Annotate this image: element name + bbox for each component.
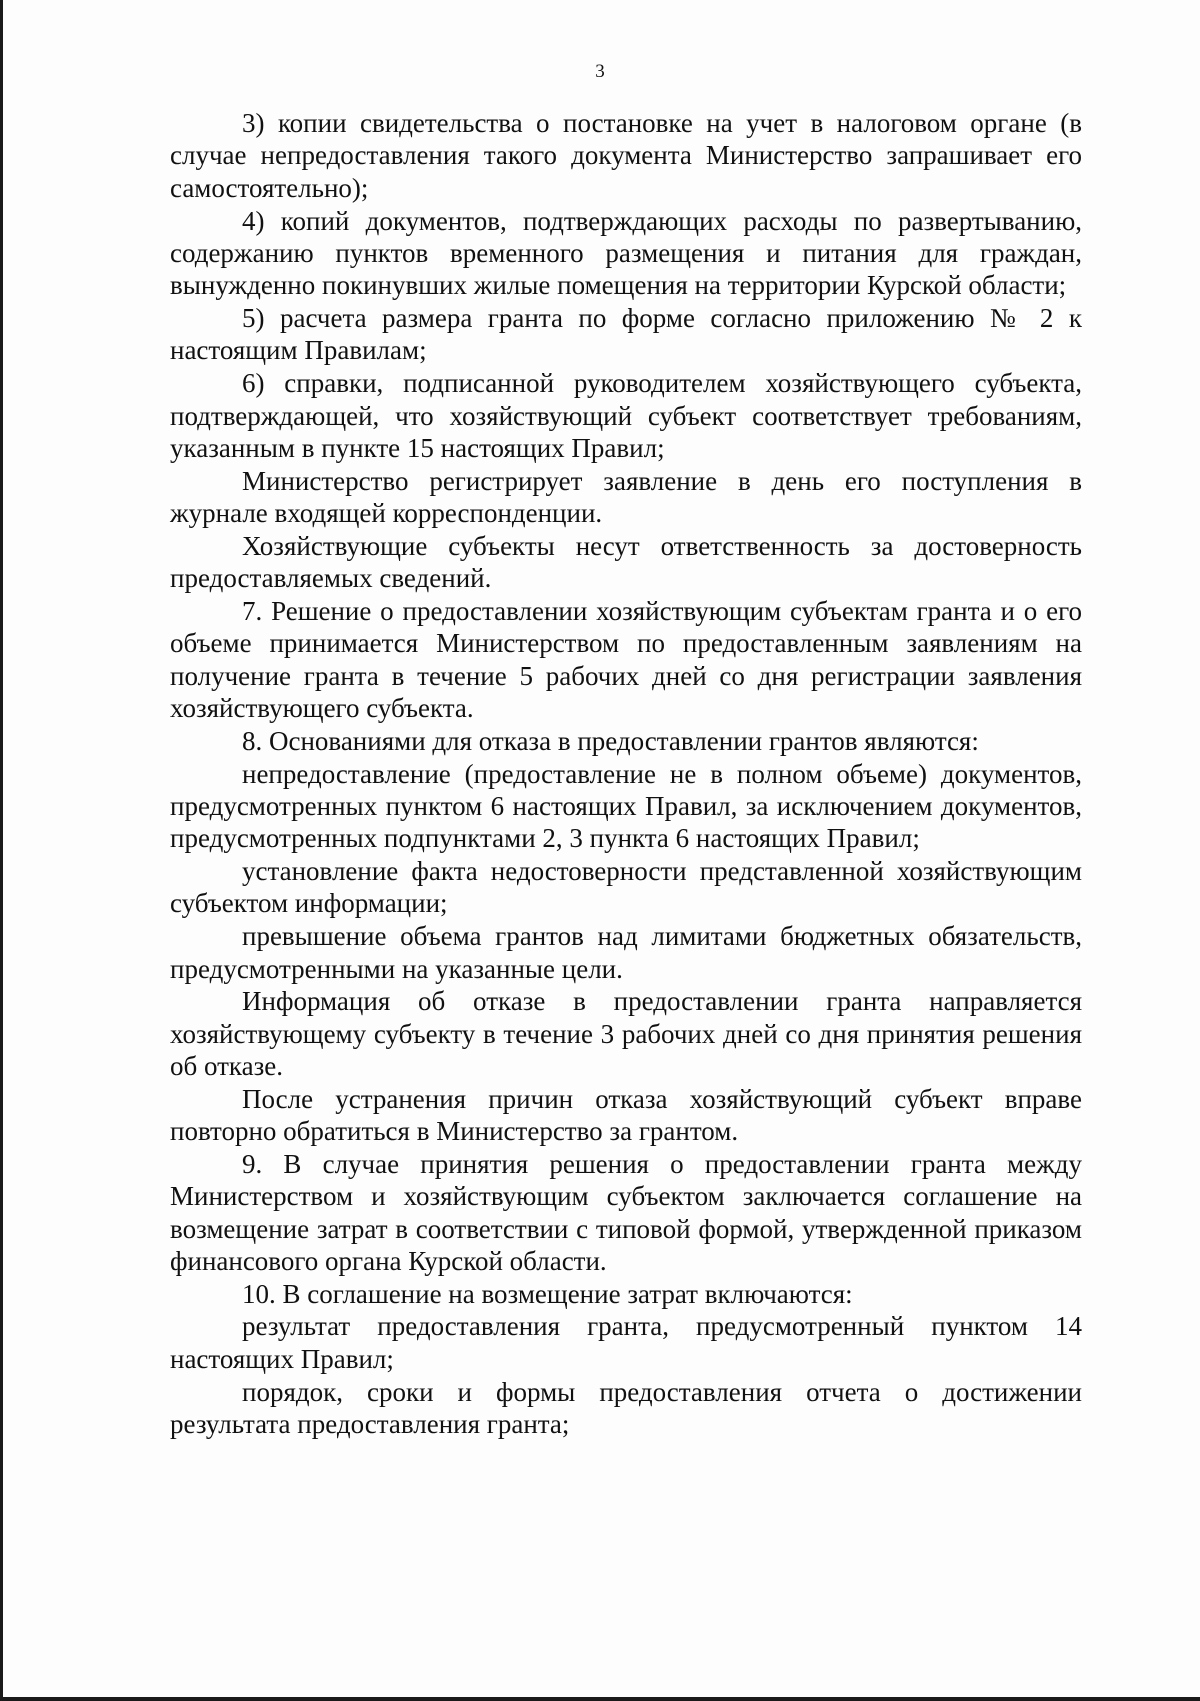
paragraph-item-5: 5) расчета размера гранта по форме согласно приложению № 2 к настоящим Правилам; — [170, 303, 1082, 366]
paragraph-refusal-ground-3: превышение объема грантов над лимитами бюджетных обязательств, предусмотренными на указанные цели. — [170, 921, 1082, 984]
paragraph-reapply: После устранения причин отказа хозяйствующий субъект вправе повторно обратиться в Министерство за грантом. — [170, 1083, 1082, 1147]
paragraph-registration: Министерство регистрирует заявление в день его поступления в журнале входящей корреспонденции. — [170, 465, 1082, 529]
paragraph-section-7: 7. Решение о предоставлении хозяйствующим субъектам гранта и о его объеме принимается Министерством по предоставленным заявлениям на получение гранта в течение 5 рабочих дней со дня регистрации заявления хозяйствующего субъекта. — [170, 595, 1082, 724]
paragraph-refusal-ground-1: непредоставление (предоставление не в полном объеме) документов, предусмотренных пунктом 6 настоящих Правил, за исключением документов, предусмотренных подпунктами 2, 3 пункта 6 настоящих Правил; — [170, 758, 1082, 854]
paragraph-item-4: 4) копий документов, подтверждающих расходы по развертыванию, содержанию пунктов временного размещения и питания для граждан, вынужденно покинувших жилые помещения на территории Курской области; — [170, 205, 1082, 301]
paragraph-agreement-report: порядок, сроки и формы предоставления отчета о достижении результата предоставления гранта; — [170, 1376, 1082, 1439]
paragraph-section-9: 9. В случае принятия решения о предоставлении гранта между Министерством и хозяйствующим субъектом заключается соглашение на возмещение затрат в соответствии с типовой формой, утвержденной приказом финансового органа Курской области. — [170, 1148, 1082, 1277]
paragraph-agreement-result: результат предоставления гранта, предусмотренный пунктом 14 настоящих Правил; — [170, 1311, 1082, 1374]
scan-edge-left — [0, 0, 3, 1701]
document-body — [170, 107, 1082, 1441]
paragraph-item-6: 6) справки, подписанной руководителем хозяйствующего субъекта, подтверждающей, что хозяйствующий субъект соответствует требованиям, указанным в пункте 15 настоящих Правил; — [170, 368, 1082, 463]
paragraph-item-3: 3) копии свидетельства о постановке на учет в налоговом органе (в случае непредоставления такого документа Министерство запрашивает его самостоятельно); — [170, 108, 1082, 203]
scan-edge-bottom — [0, 1697, 1200, 1701]
paragraph-section-10: 10. В соглашение на возмещение затрат включаются: — [242, 1278, 853, 1309]
paragraph-refusal-ground-2: установление факта недостоверности представленной хозяйствующим субъектом информации; — [170, 856, 1082, 919]
paragraph-responsibility: Хозяйствующие субъекты несут ответственность за достоверность предоставляемых сведений. — [170, 530, 1082, 594]
paragraph-section-8: 8. Основаниями для отказа в предоставлении грантов являются: — [242, 725, 979, 756]
page-number: 3 — [595, 61, 605, 82]
paragraph-refusal-notice: Информация об отказе в предоставлении гранта направляется хозяйствующему субъекту в течение 3 рабочих дней со дня принятия решения об отказе. — [170, 986, 1082, 1082]
